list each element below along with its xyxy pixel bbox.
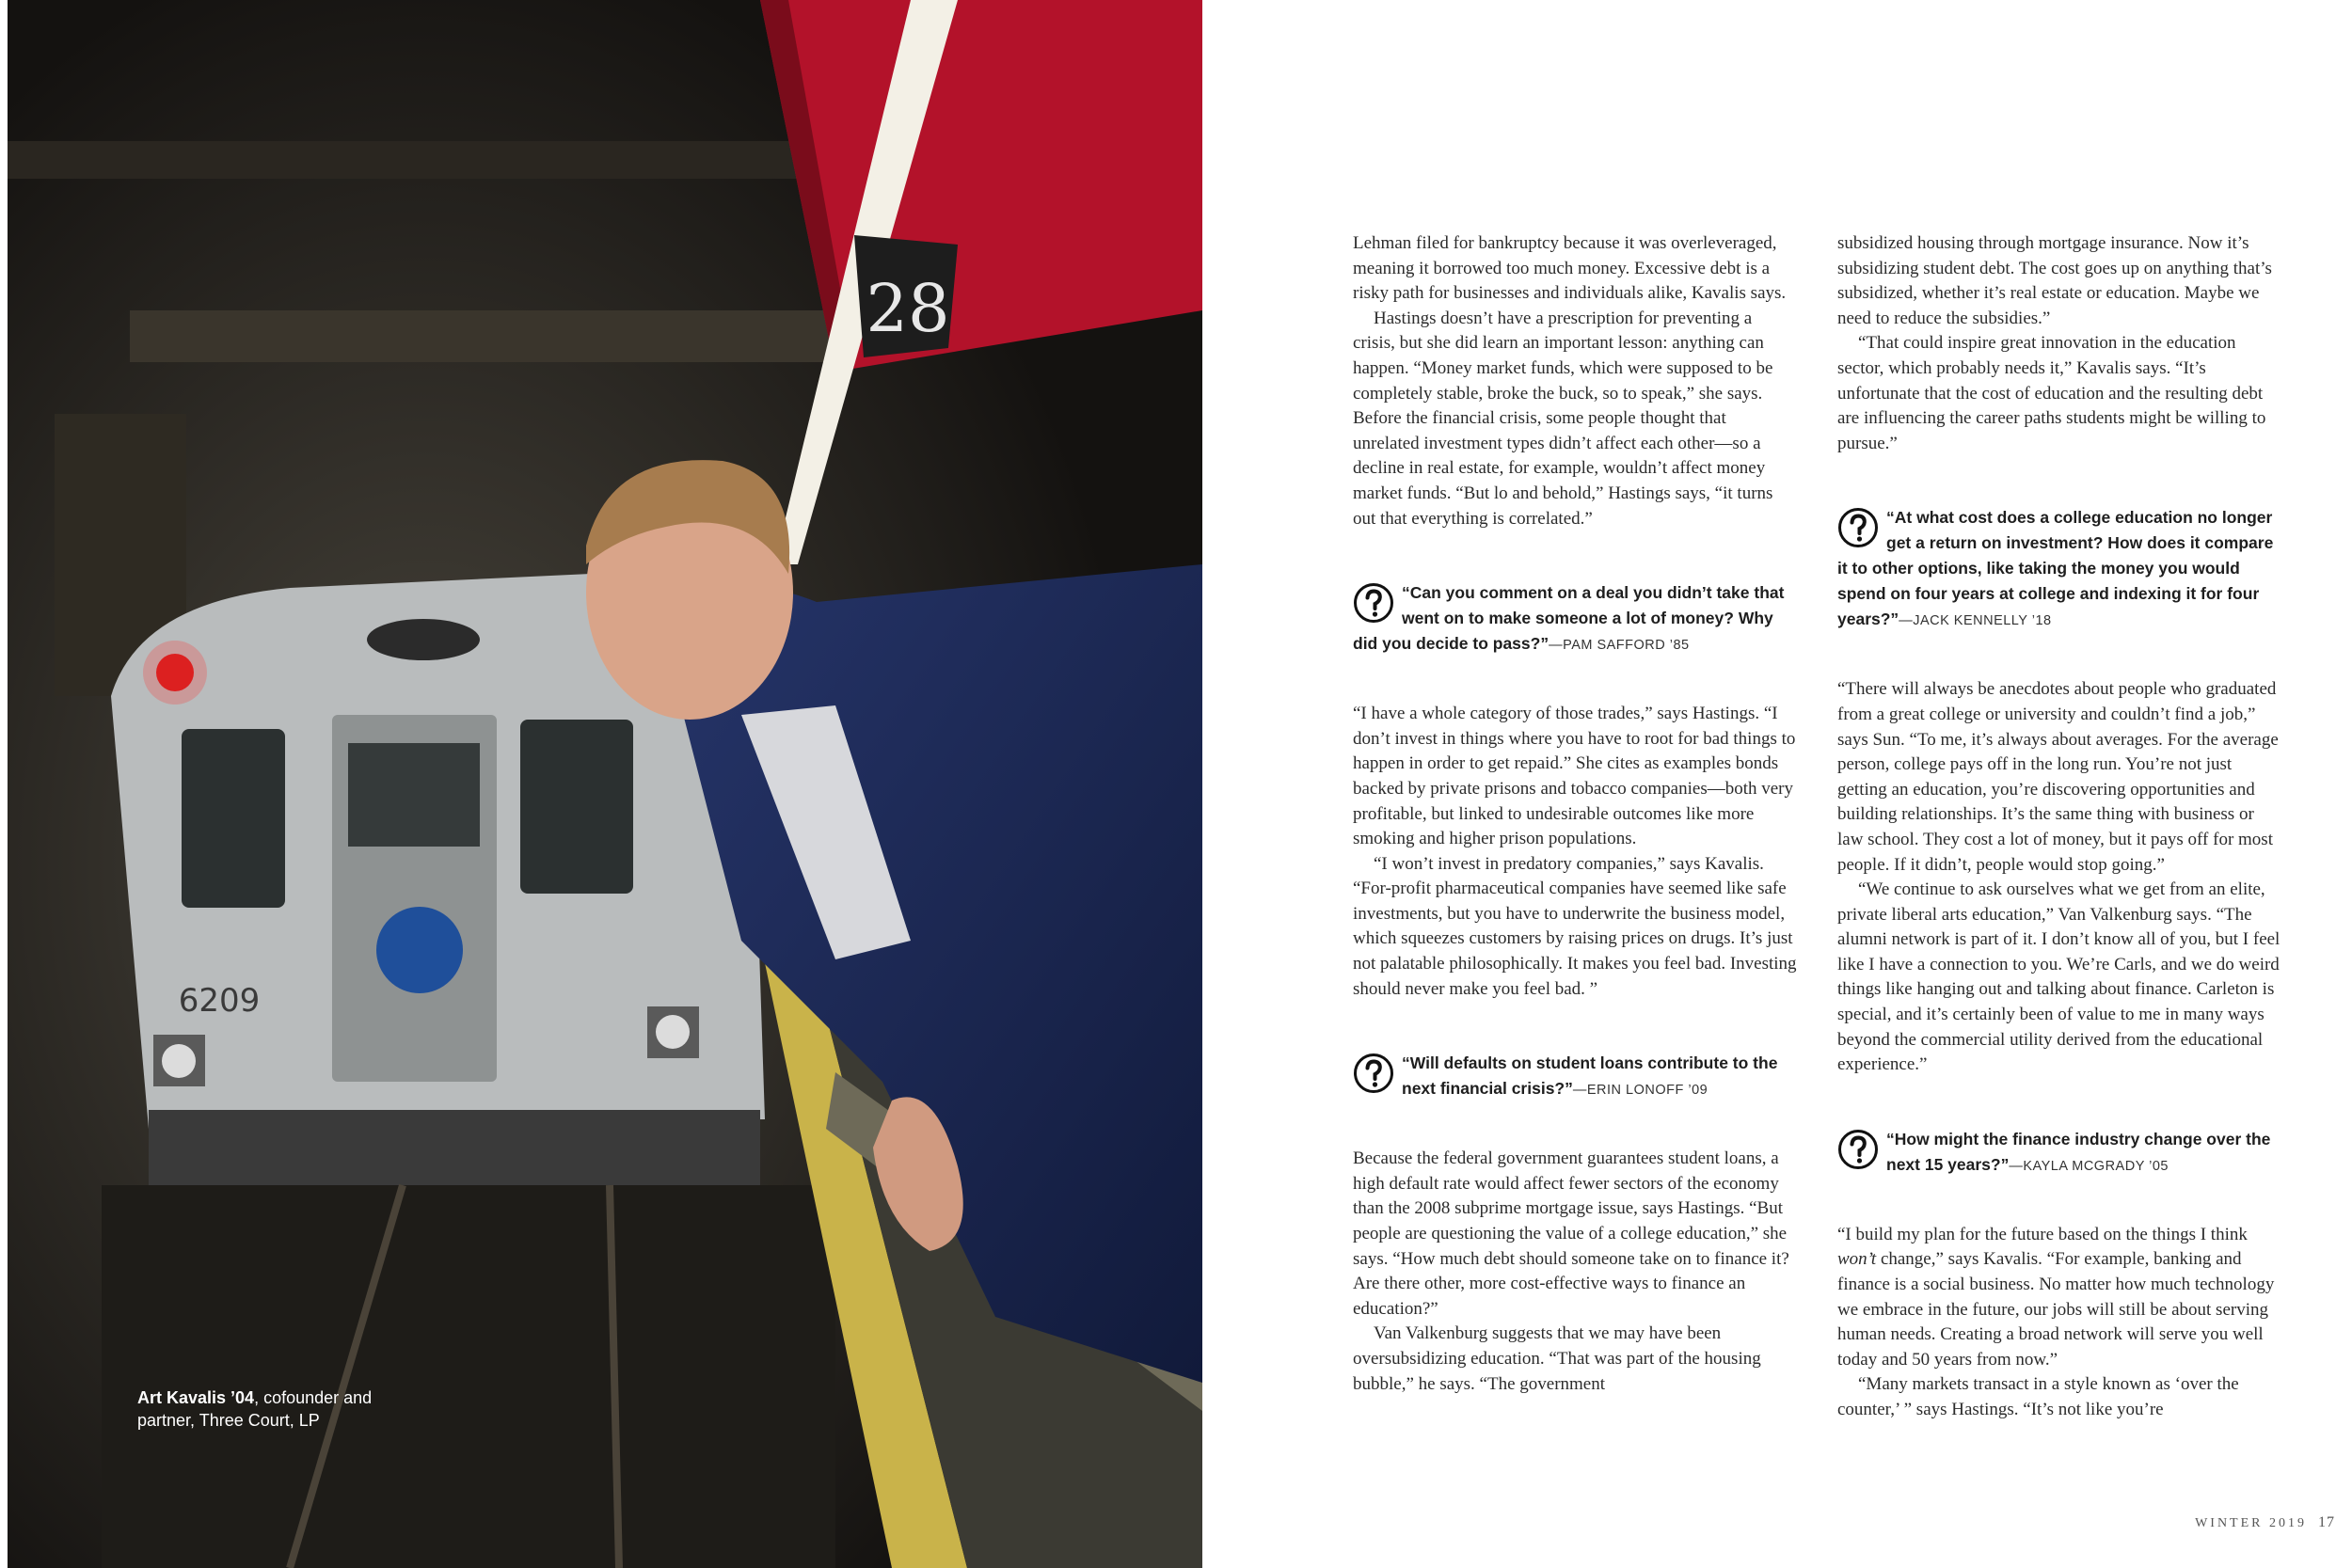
question-mark-icon bbox=[1837, 507, 1879, 548]
paragraph: Van Valkenburg suggests that we may have been oversubsidizing education. “That was part of the housing bubble,” he says. “The government bbox=[1353, 1323, 1761, 1394]
question-text: “How might the finance industry change over the next 15 years?” bbox=[1886, 1129, 2271, 1174]
photo-caption bbox=[137, 1386, 420, 1432]
paragraph: Hastings doesn’t have a prescription for preventing a crisis, but she did learn an important lesson: anything can happen. “Money market funds, which were supposed to be completely stable, broke the buck, so to speak,” she says. Before the financial crisis, some people thought that unrelated investment types didn’t affect each other—so a decline in real estate, for example, wouldn’t affect money market funds. “But lo and behold,” Hastings says, “it turns out that everything is correlated.” bbox=[1353, 308, 1773, 529]
paragraph: “We continue to ask ourselves what we get from an elite, private liberal arts education,” Van Valkenburg says. “The alumni network is part of it. I don’t know all of you, but I feel like I have a connection to you. We’re Carls, and we do weird things like hanging out and talking about finance. Carleton is special, and it’s certainly been of value to me in many ways beyond the commercial utility derived from the educational experience.” bbox=[1837, 879, 2280, 1075]
article-column-1 bbox=[1353, 231, 1797, 1397]
paragraph-text: change,” says Kavalis. “For example, banking and finance is a social business. No matter how much technology we embrace in the future, our jobs will still be about serving human needs. Creating a broad network will serve you well today and 50 years from now.” bbox=[1837, 1249, 2275, 1370]
paragraph: “There will always be anecdotes about people who graduated from a great college or university and couldn’t find a job,” says Sun. “To me, it’s always about averages. For the average person, college pays off in the long run. You’re not just getting an education, you’re discovering opportunities and building relationships. It’s the same thing with business or law school. They cost a lot of money, but it pays off for most people. If it didn’t, people would stop going.” bbox=[1837, 679, 2279, 875]
reader-question bbox=[1837, 505, 2281, 634]
svg-text:28: 28 bbox=[866, 270, 950, 347]
reader-question bbox=[1353, 1051, 1797, 1103]
caption-text: , cofounder and partner, Three Court, LP bbox=[137, 1388, 373, 1430]
paragraph: “I have a whole category of those trades,” says Hastings. “I don’t invest in things where you have to root for bad things to happen in order to get repaid.” She cites as examples bonds backed by private prisons and tobacco companies—both very profitable, but linked to undesirable outcomes like more smoking and higher prison populations. bbox=[1353, 704, 1796, 849]
page-folio bbox=[2195, 1514, 2335, 1531]
page-number: 17 bbox=[2318, 1514, 2335, 1530]
question-author: —KAYLA MCGRADY ’05 bbox=[2009, 1158, 2169, 1174]
question-mark-icon bbox=[1353, 582, 1394, 624]
paragraph: Lehman filed for bankruptcy because it was overleveraged, meaning it borrowed too much money. Excessive debt is a risky path for businesses and individuals alike, Kavalis says. bbox=[1353, 233, 1787, 304]
issue-label: WINTER 2019 bbox=[2195, 1516, 2307, 1530]
question-author: —PAM SAFFORD ’85 bbox=[1549, 638, 1690, 654]
paragraph: subsidized housing through mortgage insurance. Now it’s subsidizing student debt. The cost goes up on anything that’s subsidized, whether it’s real estate or education. Maybe we need to reduce the subsidies.” bbox=[1837, 233, 2272, 328]
paragraph: “Many markets transact in a style known as ‘over the counter,’ ” says Hastings. “It’s not like you’re bbox=[1837, 1374, 2239, 1419]
caption-name: Art Kavalis ’04 bbox=[137, 1388, 255, 1407]
emphasis-text: won’t bbox=[1837, 1249, 1877, 1270]
reader-question bbox=[1353, 580, 1797, 658]
reader-question bbox=[1837, 1127, 2281, 1180]
question-mark-icon bbox=[1837, 1129, 1879, 1170]
question-text: “Can you comment on a deal you didn’t take that went on to make someone a lot of money? Why did you decide to pass?” bbox=[1353, 583, 1785, 654]
paragraph bbox=[1837, 1223, 2281, 1373]
paragraph: Because the federal government guarantees student loans, a high default rate would affect fewer sectors of the economy than the 2008 subprime mortgage issue, says Hastings. “But people are questioning the value of a college education,” she says. “How much debt should someone take on to finance it? Are there other, more cost-effective ways to finance an education?” bbox=[1353, 1148, 1789, 1319]
question-author: —JACK KENNELLY ’18 bbox=[1899, 613, 2052, 629]
photo-illustration bbox=[8, 0, 1202, 1568]
paragraph-text: “I build my plan for the future based on the things I think bbox=[1837, 1224, 2248, 1244]
question-text: “At what cost does a college education no longer get a return on investment? How does it compare it to other options, like taking the money you would spend on four years at college and indexing it for four years?” bbox=[1837, 508, 2274, 629]
paragraph: “That could inspire great innovation in the education sector, which probably needs it,” Kavalis says. “It’s unfortunate that the cost of education and the resulting debt are influencing the career paths students might be willing to pursue.” bbox=[1837, 333, 2266, 453]
question-mark-icon bbox=[1353, 1053, 1394, 1094]
svg-text:6209: 6209 bbox=[178, 982, 261, 1020]
track-sign bbox=[854, 235, 958, 357]
question-text: “Will defaults on student loans contribute to the next financial crisis?” bbox=[1402, 1053, 1778, 1099]
question-author: —ERIN LONOFF ’09 bbox=[1572, 1083, 1708, 1099]
subway-photo bbox=[8, 0, 1202, 1568]
article-column-2 bbox=[1837, 231, 2281, 1423]
paragraph: “I won’t invest in predatory companies,” says Kavalis. “For-profit pharmaceutical companies have seemed like safe investments, but you have to underwrite the business model, which squeezes customers by raising prices on drugs. It’s just not palatable philosophically. It makes you feel bad. Investing should never make you feel bad. ” bbox=[1353, 853, 1797, 999]
